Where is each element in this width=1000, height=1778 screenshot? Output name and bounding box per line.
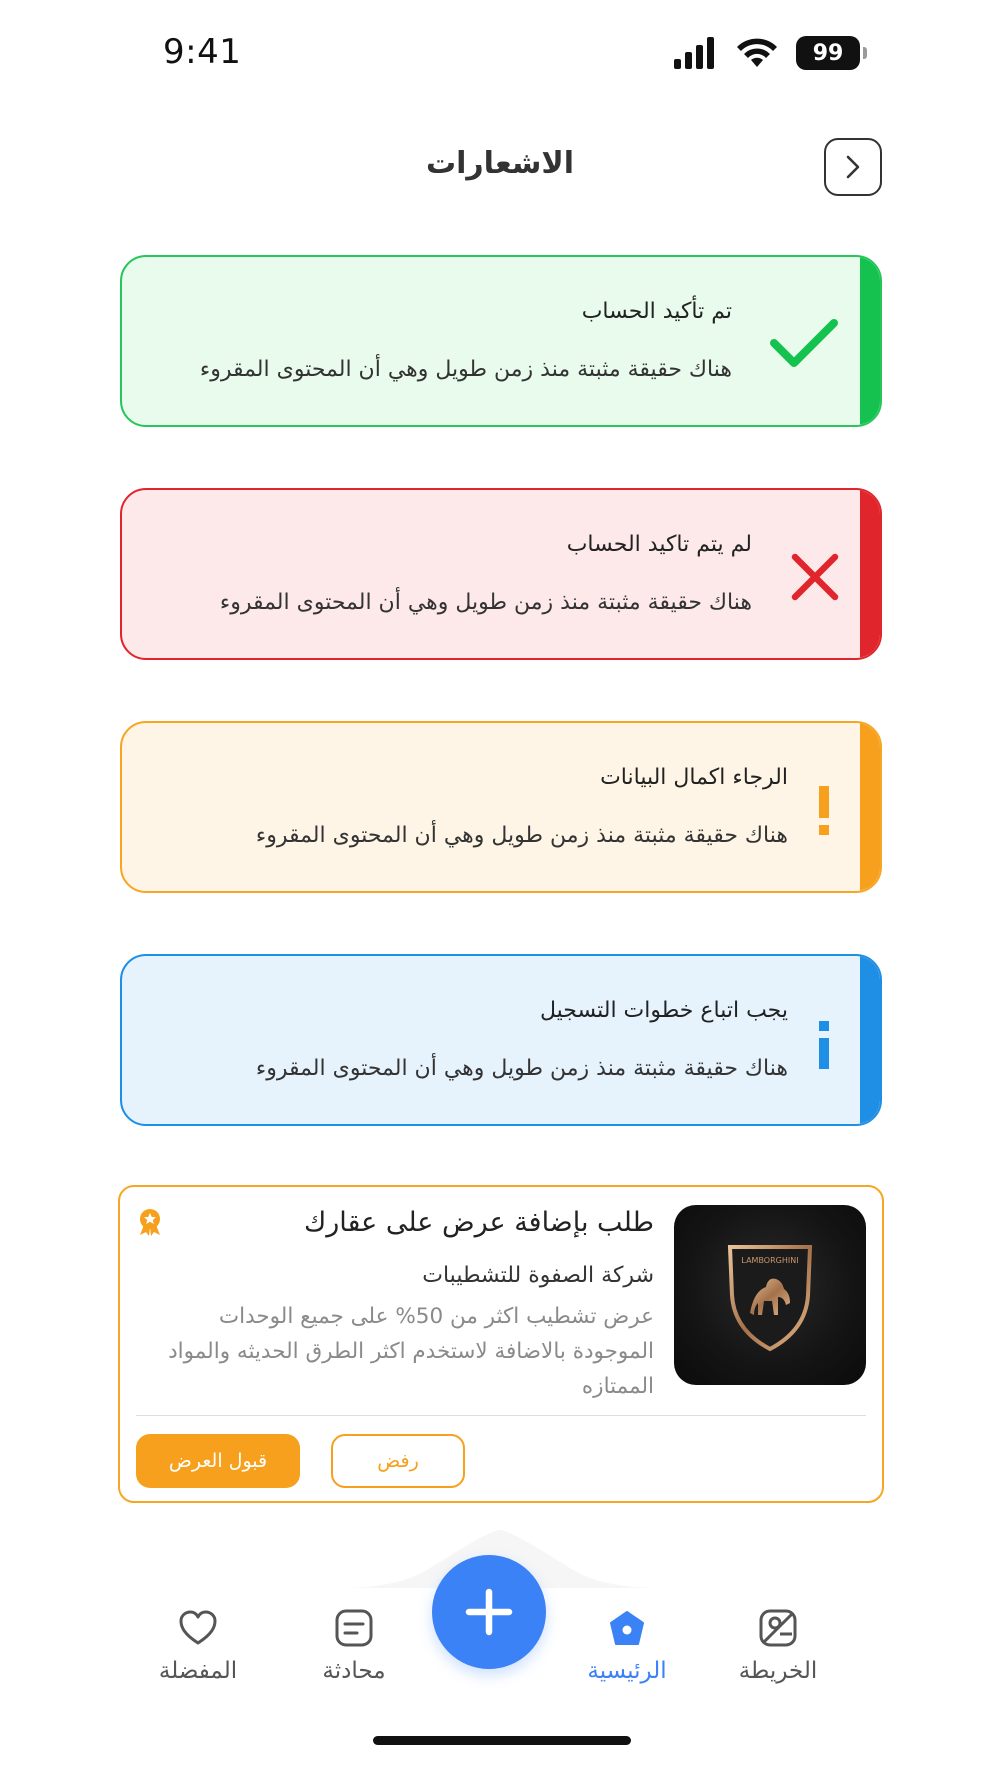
alert-accent-bar [860,490,880,658]
alert-description: هناك حقيقة مثبتة منذ زمن طويل وهي أن المحتوى المقروء [219,590,752,615]
chat-icon [334,1608,374,1648]
page-title: الاشعارات [425,146,575,181]
offer-card [118,1185,884,1503]
offer-company: شركة الصفوة للتشطيبات [422,1263,654,1288]
alert-info[interactable] [120,954,882,1126]
battery-level: 99 [812,40,844,66]
cross-icon [788,550,842,604]
offer-divider [136,1415,866,1416]
offer-description: عرض تشطيب اكثر من 50% على جميع الوحدات الموجودة بالاضافة لاستخدم اكثر الطرق الحديثه والمواد الممتازه [168,1304,654,1399]
alert-error[interactable] [120,488,882,660]
checkmark-icon [766,313,842,373]
alert-warning[interactable] [120,721,882,893]
status-icons [674,36,860,70]
alert-title: يجب اتباع خطوات التسجيل [539,998,788,1023]
home-indicator [373,1736,631,1745]
alert-title: الرجاء اكمال البيانات [600,765,788,790]
home-icon [607,1608,647,1648]
offer-company-image [674,1205,866,1385]
nav-label: الخريطة [738,1658,818,1684]
alert-accent-bar [860,723,880,891]
nav-item-favorites[interactable] [128,1608,268,1684]
signal-icon [674,37,718,69]
reject-offer-button[interactable]: رفض [331,1434,465,1488]
status-time: 9:41 [163,32,242,72]
battery-icon [796,36,860,70]
lamborghini-logo [720,1235,820,1355]
alert-accent-bar [860,956,880,1124]
nav-item-home[interactable] [557,1608,697,1684]
accept-offer-button[interactable]: قبول العرض [136,1434,300,1488]
map-icon [758,1608,798,1648]
alert-success[interactable] [120,255,882,427]
chevron-right-icon [841,153,865,181]
nav-label: محادثة [322,1658,386,1684]
exclamation-icon [814,785,834,837]
offer-title: طلب بإضافة عرض على عقارك [303,1207,654,1238]
award-badge-icon [136,1207,164,1241]
nav-item-map[interactable] [708,1608,848,1684]
logo-text: LAMBORGHINI [741,1256,799,1265]
nav-label: المفضلة [158,1658,238,1684]
alert-description: هناك حقيقة مثبتة منذ زمن طويل وهي أن المحتوى المقروء [255,1056,788,1081]
add-button[interactable] [432,1555,546,1669]
alert-title: تم تأكيد الحساب [581,299,732,324]
alert-accent-bar [860,257,880,425]
nav-label: الرئيسية [587,1658,667,1684]
alert-title: لم يتم تاكيد الحساب [566,532,752,557]
alert-description: هناك حقيقة مثبتة منذ زمن طويل وهي أن المحتوى المقروء [199,357,732,382]
heart-icon [178,1608,218,1648]
info-icon [814,1020,834,1070]
plus-icon [465,1588,513,1636]
back-button[interactable] [824,138,882,196]
wifi-icon [736,37,778,69]
alert-description: هناك حقيقة مثبتة منذ زمن طويل وهي أن المحتوى المقروء [255,823,788,848]
nav-item-chat[interactable] [284,1608,424,1684]
